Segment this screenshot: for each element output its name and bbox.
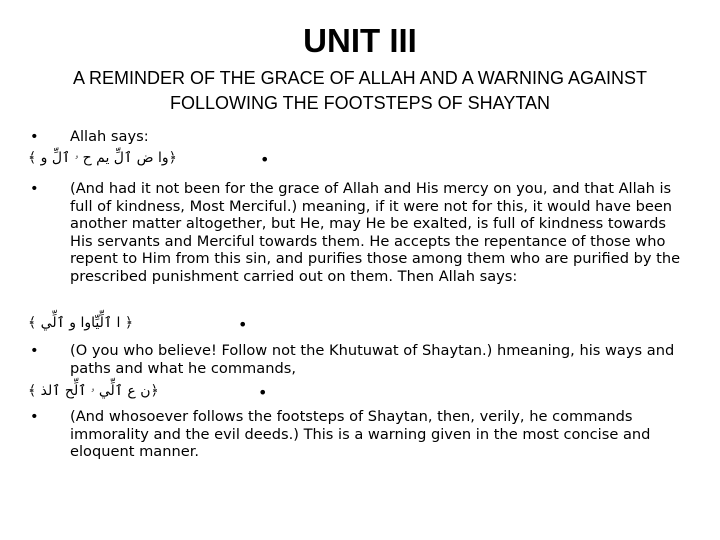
- list-item: [30, 342, 690, 377]
- bullet-icon: •: [30, 342, 39, 359]
- arabic-verse: ﴿وا ض ٱلِّ يم ح ۥ ٱلِّ و ﴾: [28, 150, 177, 166]
- bullet-icon: •: [30, 408, 39, 425]
- item-text: (And had it not been for the grace of Allah and His mercy on you, and that Allah is full of kindness, Most Merciful.) meaning, if it were not for this, it would have been another matter altogether, but He, may He be exalted, is full of kindness towards His servants and Merciful towards them. He accepts the repentance of those who repent to Him from this sin, and purifies those among them who are purified by the prescribed punishment carried out on them. Then Allah says:: [70, 180, 681, 285]
- bullet-icon: •: [238, 315, 248, 334]
- item-text: (And whosoever follows the footsteps of Shaytan, then, verily, he commands immorality and the evil deeds.) This is a warning given in the most concise and eloquent manner.: [70, 408, 651, 460]
- bullet-icon: •: [30, 180, 39, 197]
- item-text: (O you who believe! Follow not the Khutuwat of Shaytan.) hmeaning, his ways and paths and what he commands,: [70, 342, 675, 377]
- list-item: [30, 180, 690, 285]
- list-item: [30, 408, 690, 461]
- page-title: UNIT III: [303, 22, 417, 59]
- bullet-icon: •: [258, 383, 268, 402]
- list-item: [30, 128, 690, 146]
- item-text: Allah says:: [70, 128, 149, 145]
- arabic-verse: ﴿ن ع ٱلِّي ۥ ٱلِّح ٱلذ ﴾: [28, 383, 159, 399]
- page-subtitle: A REMINDER OF THE GRACE OF ALLAH AND A WARNING AGAINST FOLLOWING THE FOOTSTEPS OF SHAYTAN: [72, 68, 648, 113]
- bullet-icon: •: [260, 150, 270, 169]
- bullet-icon: •: [30, 128, 39, 145]
- arabic-verse: ﴿ ا ٱلِّيِّاوا و ٱلِّي ﴾: [28, 315, 134, 331]
